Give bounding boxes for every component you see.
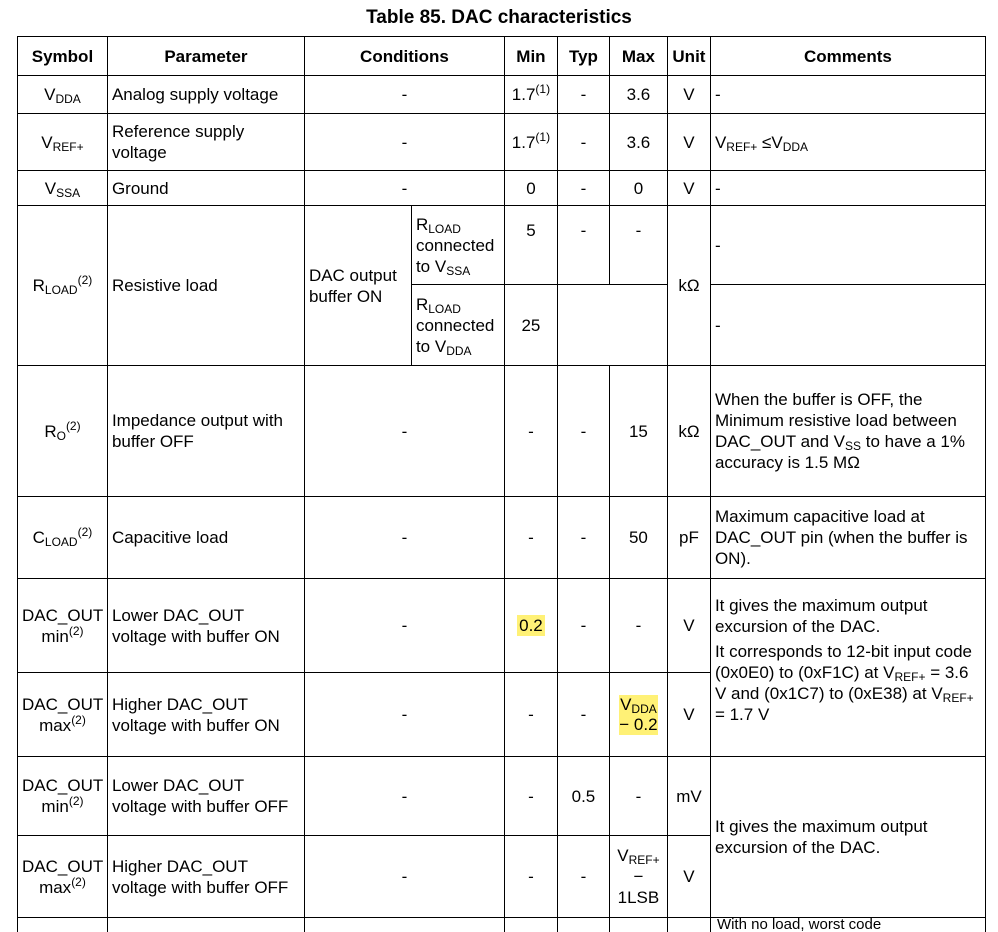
conditions-main-cell: DAC output buffer ON xyxy=(304,206,411,366)
table-title: Table 85. DAC characteristics xyxy=(0,6,998,30)
header-min: Min xyxy=(504,37,557,76)
comment-cell: It gives the maximum output excursion of the DAC. xyxy=(710,757,985,918)
conditions-sub-cell: $R_{LOAD}$ connected to $V_{DDA}$ xyxy=(411,285,504,366)
max-cell: - xyxy=(609,579,667,673)
conditions-cell: - xyxy=(304,497,504,579)
unit-cell: kΩ xyxy=(667,206,710,366)
typ-cell: - xyxy=(557,836,609,918)
max-cell: 0 xyxy=(609,171,667,206)
comment-cell: With no load, worst code xyxy=(710,918,985,932)
row-vref xyxy=(18,114,986,171)
min-cell: 0 xyxy=(504,171,557,206)
max-cell: - xyxy=(609,206,667,285)
typ-cell: - xyxy=(557,366,609,497)
parameter-cell: Analog supply voltage xyxy=(107,76,304,114)
header-parameter: Parameter xyxy=(107,37,304,76)
conditions-cell: - xyxy=(304,114,504,171)
header-row xyxy=(18,37,986,76)
max-cell: - xyxy=(609,757,667,836)
typ-cell: - xyxy=(557,114,609,171)
unit-cell: V xyxy=(667,171,710,206)
comment-cell: - xyxy=(710,206,985,285)
typ-cell: - xyxy=(557,579,609,673)
parameter-cell: Higher DAC_OUT voltage with buffer OFF xyxy=(107,836,304,918)
comment-cell: Maximum capacitive load at DAC_OUT pin (when the buffer is ON). xyxy=(710,497,985,579)
dac-characteristics-table xyxy=(17,36,986,932)
min-cell: 1.7$^{(1)}$ xyxy=(504,114,557,171)
symbol-cell: $V_{SSA}$ xyxy=(18,171,108,206)
comment-cell: - xyxy=(710,171,985,206)
parameter-cell: Reference supply voltage xyxy=(107,114,304,171)
unit-cell: V xyxy=(667,836,710,918)
unit-cell: V xyxy=(667,579,710,673)
header-unit: Unit xyxy=(667,37,710,76)
min-cell: 25 xyxy=(504,285,557,366)
conditions-cell: - xyxy=(304,757,504,836)
header-symbol: Symbol xyxy=(18,37,108,76)
conditions-cell: - xyxy=(304,836,504,918)
row-vssa xyxy=(18,171,986,206)
symbol-cell: DAC_OUT $\min^{(2)}$ xyxy=(18,757,108,836)
min-cell: - xyxy=(504,757,557,836)
conditions-cell: - xyxy=(304,171,504,206)
unit-cell: V xyxy=(667,114,710,171)
typ-cell: - xyxy=(557,76,609,114)
max-cell xyxy=(609,673,667,757)
comment-cell: - xyxy=(710,76,985,114)
typ-cell: 0.5 xyxy=(557,757,609,836)
header-conditions: Conditions xyxy=(304,37,504,76)
symbol-cell: DAC_OUT $\min^{(2)}$ xyxy=(18,579,108,673)
parameter-cell: Resistive load xyxy=(107,206,304,366)
header-comments: Comments xyxy=(710,37,985,76)
parameter-cell: Higher DAC_OUT voltage with buffer ON xyxy=(107,673,304,757)
unit-cell: pF xyxy=(667,497,710,579)
highlighted-value: 0.2 xyxy=(517,615,545,636)
conditions-cell: - xyxy=(304,673,504,757)
conditions-cell: - xyxy=(304,76,504,114)
conditions-cell: - xyxy=(304,366,504,497)
min-cell xyxy=(504,579,557,673)
unit-cell: V xyxy=(667,76,710,114)
max-cell: 50 xyxy=(609,497,667,579)
row-ro xyxy=(18,366,986,497)
highlighted-value: $V_{DDA}$ − 0.2 xyxy=(619,695,657,735)
symbol-cell: $V_{DDA}$ xyxy=(18,76,108,114)
comment-cell: $V_{REF+} \le V_{DDA}$ xyxy=(710,114,985,171)
parameter-cell: Capacitive load xyxy=(107,497,304,579)
min-cell: - xyxy=(504,673,557,757)
header-max: Max xyxy=(609,37,667,76)
comment-cell: When the buffer is OFF, the Minimum resistive load between DAC_OUT and $V_{SS}$ to have a 1% accuracy is 1.5 MΩ xyxy=(710,366,985,497)
parameter-cell: Lower DAC_OUT voltage with buffer ON xyxy=(107,579,304,673)
header-typ: Typ xyxy=(557,37,609,76)
conditions-cell: - xyxy=(304,579,504,673)
symbol-cell: $R_{LOAD}^{(2)}$ xyxy=(18,206,108,366)
max-cell: 3.6 xyxy=(609,76,667,114)
unit-cell: V xyxy=(667,673,710,757)
parameter-cell: Ground xyxy=(107,171,304,206)
comment-cell: - xyxy=(710,285,985,366)
min-cell: 5 xyxy=(504,206,557,285)
symbol-cell: $R_O^{(2)}$ xyxy=(18,366,108,497)
min-cell: - xyxy=(504,836,557,918)
parameter-cell: Lower DAC_OUT voltage with buffer OFF xyxy=(107,757,304,836)
symbol-cell: DAC_OUT $\max^{(2)}$ xyxy=(18,836,108,918)
symbol-cell: DAC_OUT $\max^{(2)}$ xyxy=(18,673,108,757)
row-cload xyxy=(18,497,986,579)
row-dac-out-min-on xyxy=(18,579,986,673)
max-cell: 15 xyxy=(609,366,667,497)
empty-cell xyxy=(557,285,667,366)
typ-cell: - xyxy=(557,497,609,579)
typ-cell: - xyxy=(557,206,609,285)
row-dac-out-min-off xyxy=(18,757,986,836)
min-cell: - xyxy=(504,366,557,497)
symbol-cell: $C_{LOAD}^{(2)}$ xyxy=(18,497,108,579)
typ-cell: - xyxy=(557,171,609,206)
max-cell: 3.6 xyxy=(609,114,667,171)
parameter-cell: Impedance output with buffer OFF xyxy=(107,366,304,497)
conditions-sub-cell: $R_{LOAD}$ connected to $V_{SSA}$ xyxy=(411,206,504,285)
unit-cell: mV xyxy=(667,757,710,836)
min-cell: 1.7$^{(1)}$ xyxy=(504,76,557,114)
unit-cell: kΩ xyxy=(667,366,710,497)
symbol-cell: $V_{REF+}$ xyxy=(18,114,108,171)
row-vdda xyxy=(18,76,986,114)
row-rload-1 xyxy=(18,206,986,285)
comment-cell: It gives the maximum output excursion of the DAC. It corresponds to 12-bit input code (0x0E0) to (0xF1C) at $V_{REF+} = 3.6$ V and (0x1C7) to (0xE38) at $V_{REF+} = 1.7$ V xyxy=(710,579,985,757)
max-cell: $V_{REF+}$ − 1LSB xyxy=(609,836,667,918)
min-cell: - xyxy=(504,497,557,579)
typ-cell: - xyxy=(557,673,609,757)
